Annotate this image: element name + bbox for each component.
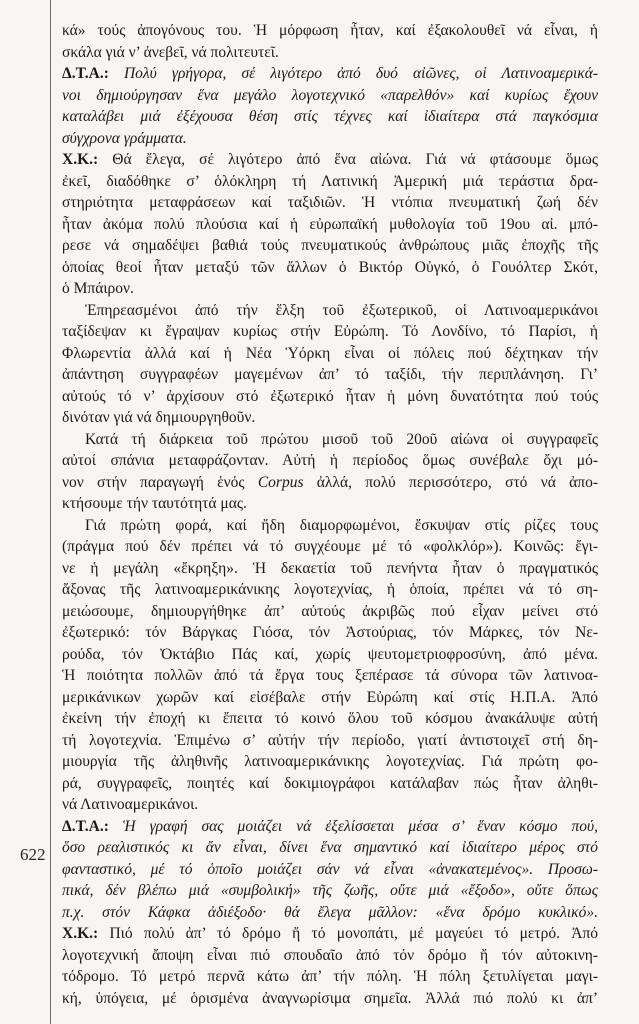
text-line: αὐτοί σπάνια μεταφράζονταν. Αὐτή ἡ περίοδος ὅμως συνέβαλε ὄχι μό- <box>62 452 598 469</box>
text-line <box>62 923 598 945</box>
text-line: Ἡ ποιότητα πολλῶν ἀπό τά ἔργα τους ξεπέρασε τά σύνορα τῶν λατινοα- <box>62 667 598 684</box>
text-line <box>62 472 598 494</box>
text-column <box>62 20 598 1009</box>
text-line: σκάλα γιά ν’ ἀνεβεῖ, νά πολιτευτεῖ. <box>62 43 279 61</box>
margin-rule <box>50 0 51 1024</box>
text-line: ἐξωτερικό: τόν Βάργκας Γιόσα, τόν Ἀστούριας, τόν Μάρκες, τόν Νε- <box>62 624 598 641</box>
speaker-label: Δ.Τ.Α.: <box>62 817 109 835</box>
text-line: ρά, συγγραφεῖς, ποιητές καί δοκιμιογράφοι κατάλαβαν πώς ἦταν ἀληθι- <box>62 774 598 792</box>
paragraph <box>62 515 598 816</box>
text-line: λογοτεχνική ἄποψη εἶναι πιό σπουδαῖο ἀπό τόν δρόμο ἤ τόν αὐτοκινη- <box>62 946 598 964</box>
text-line: ρεσε νά σημαδέψει βαθιά τούς πνευματικούς ἀνθρώπους μιᾶς ἐποχῆς τῆς <box>62 237 598 254</box>
text-line: πικά, δέν βλέπω μιά «συμβολική» τῆς ζωῆς, οὔτε μιά «ἔξοδο», οὔτε ὅπως <box>62 882 598 899</box>
text-line: ἀπάντηση συγγραφέων μαγεμένων ἀπ’ τό ταξίδι, τήν περιπλάνηση. Γι’ <box>62 366 598 383</box>
text-line: νά Λατινοαμερικάνοι. <box>62 796 199 813</box>
text-line: ἄξονας τῆς λατινοαμερικάνικης λογοτεχνίας, ἡ ὁποία, πρέπει νά τό ση- <box>62 581 598 598</box>
paragraph <box>62 429 598 515</box>
speaker-label: Δ.Τ.Α.: <box>62 65 109 82</box>
answer-paragraph <box>62 149 598 300</box>
text-line: νε ἡ μεγάλη «ἔκρηξη». Ἡ δεκαετία τοῦ πενήντα ἦταν ὁ πραγματικός <box>62 559 598 577</box>
text-line: π.χ. στόν Κάφκα ἀδιέξοδο· θά ἔλεγα μᾶλλον: «ἕνα δρόμο κυκλικό». <box>62 903 598 921</box>
line-text: ἀλλά, πολύ περισσότερο, στό νά ἀπο- <box>316 473 598 491</box>
text-line <box>62 63 598 85</box>
text-line: στηριότητα μεταφράσεων καί ταξιδιῶν. Ἡ ντόπια πνευματική ζωή δέν <box>62 194 598 211</box>
line-text: Ἡ γραφή σας μοιάζει νά ἐξελίσσεται μέσα σ’ ἕναν κόσμο πού, <box>122 817 598 835</box>
text-line: σύγχρονα γράμματα. <box>62 129 187 147</box>
page-number: 622 <box>20 845 46 864</box>
line-text: Πιό πολύ ἀπ’ τό δρόμο ἤ τό μονοπάτι, μέ μαγεύει τό μετρό. Ἀπό <box>109 925 599 942</box>
answer-paragraph <box>62 923 598 1009</box>
text-line: Ἐπηρεασμένοι ἀπό τήν ἕλξη τοῦ ἐξωτερικοῦ, οἱ Λατινοαμερικάνοι <box>85 301 598 319</box>
line-text: Θά ἔλεγα, σέ λιγότερο ἀπό ἕνα αἰώνα. Γιά νά φτάσουμε ὅμως <box>112 151 598 168</box>
text-line: ὅσο ρεαλιστικός κι ἄν εἶναι, δίνει ἕνα σημαντικό καί ἰδιαίτερο μέρος στό <box>62 839 598 856</box>
text-line: μερικάνικων χωρῶν καί εἰσέβαλε στήν Εὐρώπη καί στίς Η.Π.Α. Ἀπό <box>62 688 598 706</box>
text-line: τόδρομο. Τό μετρό περνᾶ κάτω ἀπ’ τήν πόλη. Ἡ πόλη ξετυλίγεται μαγι- <box>62 968 598 985</box>
text-line: μειώσουμε, δημιουργήθηκε ἀπ’ αὐτούς ἀκριβῶς πού εἶχαν μείνει στό <box>62 602 598 620</box>
question-paragraph <box>62 63 598 149</box>
text-line: καταλάβει μιά ἐξέχουσα θέση στίς τέχνες καί ἰδιαίτερα στά παγκόσμια <box>62 108 598 125</box>
text-line: ἦταν ἀκόμα πολύ πλούσια καί ἡ εὐρωπαϊκή μυθολογία τοῦ 19ου αἰ. μπό- <box>62 215 598 233</box>
text-line: τή λογοτεχνία. Ἐπιμένω σ’ αὐτήν τήν περίοδο, γιατί ἀντιστοιχεῖ στή δη- <box>62 731 598 749</box>
text-line: φανταστικό, μέ τό ὁποῖο μοιάζει σάν νά εἶναι «ἀνακατεμένος». Προσω- <box>62 860 598 878</box>
text-line: νοι δημιούργησαν ἕνα μεγάλο λογοτεχνικό «παρελθόν» καί κυρίως ἔχουν <box>62 86 598 104</box>
text-line: μιουργία τῆς ἀληθινῆς λατινοαμερικάνικης λογοτεχνίας. Γιά πρώτη φο- <box>62 753 598 770</box>
text-line: Κατά τή διάρκεια τοῦ πρώτου μισοῦ τοῦ 20οῦ αἰώνα οἱ συγγραφεῖς <box>85 430 598 448</box>
text-line: Φλωρεντία ἀλλά καί ἡ Νέα Ὑόρκη εἶναι οἱ πόλεις πού δέχτηκαν τήν <box>62 344 598 362</box>
paragraph <box>62 300 598 429</box>
question-paragraph <box>62 816 598 924</box>
text-line: ἐκείνη τήν ἐποχή κι ἔπειτα τό κοινό ὅλου τοῦ κόσμου ἀνακάλυψε αὐτή <box>62 710 598 727</box>
text-line <box>62 816 598 838</box>
text-line: αὐτούς τό ν’ ἀρχίσουν στό ἐξωτερικό ἦταν ἡ μόνη δυνατότητα πού τούς <box>62 387 598 405</box>
text-line: κτήσουμε τήν ταυτότητά μας. <box>62 495 247 512</box>
text-line: κή, ὑπόγεια, μέ ὁρισμένα ἀναγνωρίσιμα σημεῖα. Ἀλλά πιό πολύ κι ἀπ’ <box>62 989 598 1007</box>
speaker-label: Χ.Κ.: <box>62 925 99 942</box>
text-line: ἐκεῖ, διαδόθηκε σ’ ὁλόκληρη τή Λατινική Ἀμερική μιά τεράστια δρα- <box>62 172 598 190</box>
text-line: δινόταν γιά νά δημιουργηθοῦν. <box>62 409 256 426</box>
paragraph <box>62 20 598 63</box>
text-line: Γιά πρώτη φορά, καί ἤδη διαμορφωμένοι, ἔσκυψαν στίς ρίζες τους <box>85 516 598 534</box>
text-line: ὁποίας θεοί ἦταν μεταξύ τῶν ἄλλων ὁ Βικτόρ Οὐγκό, ὁ Γουόλτερ Σκότ, <box>62 258 598 276</box>
text-line <box>62 149 598 171</box>
text-line: (πράγμα πού δέν πρέπει νά τό συγχέουμε μέ τό «φολκλόρ»). Κοινῶς: ἔγι- <box>62 538 598 555</box>
text-line: κά» τούς ἀπογόνους του. Ἡ μόρφωση ἦταν, καί ἐξακολουθεῖ νά εἶναι, ἡ <box>62 22 598 39</box>
text-line: ταξίδεψαν κι ἔγραψαν κυρίως στήν Εὐρώπη. Τό Λονδίνο, τό Παρίσι, ἡ <box>62 323 598 340</box>
line-text: νον στήν παραγωγή ἑνός <box>62 473 245 491</box>
text-line: ρούδα, τόν Ὀκτάβιο Πάς καί, χωρίς ψευτομετριοφροσύνη, ἀπό μένα. <box>62 645 598 663</box>
line-text: Πολύ γρήγορα, σέ λιγότερο ἀπό δυό αἰῶνες, οἱ Λατινοαμερικά- <box>123 65 598 82</box>
italic-term: Corpus <box>257 473 304 491</box>
text-line: ὁ Μπάιρον. <box>62 280 134 297</box>
speaker-label: Χ.Κ.: <box>62 151 99 168</box>
